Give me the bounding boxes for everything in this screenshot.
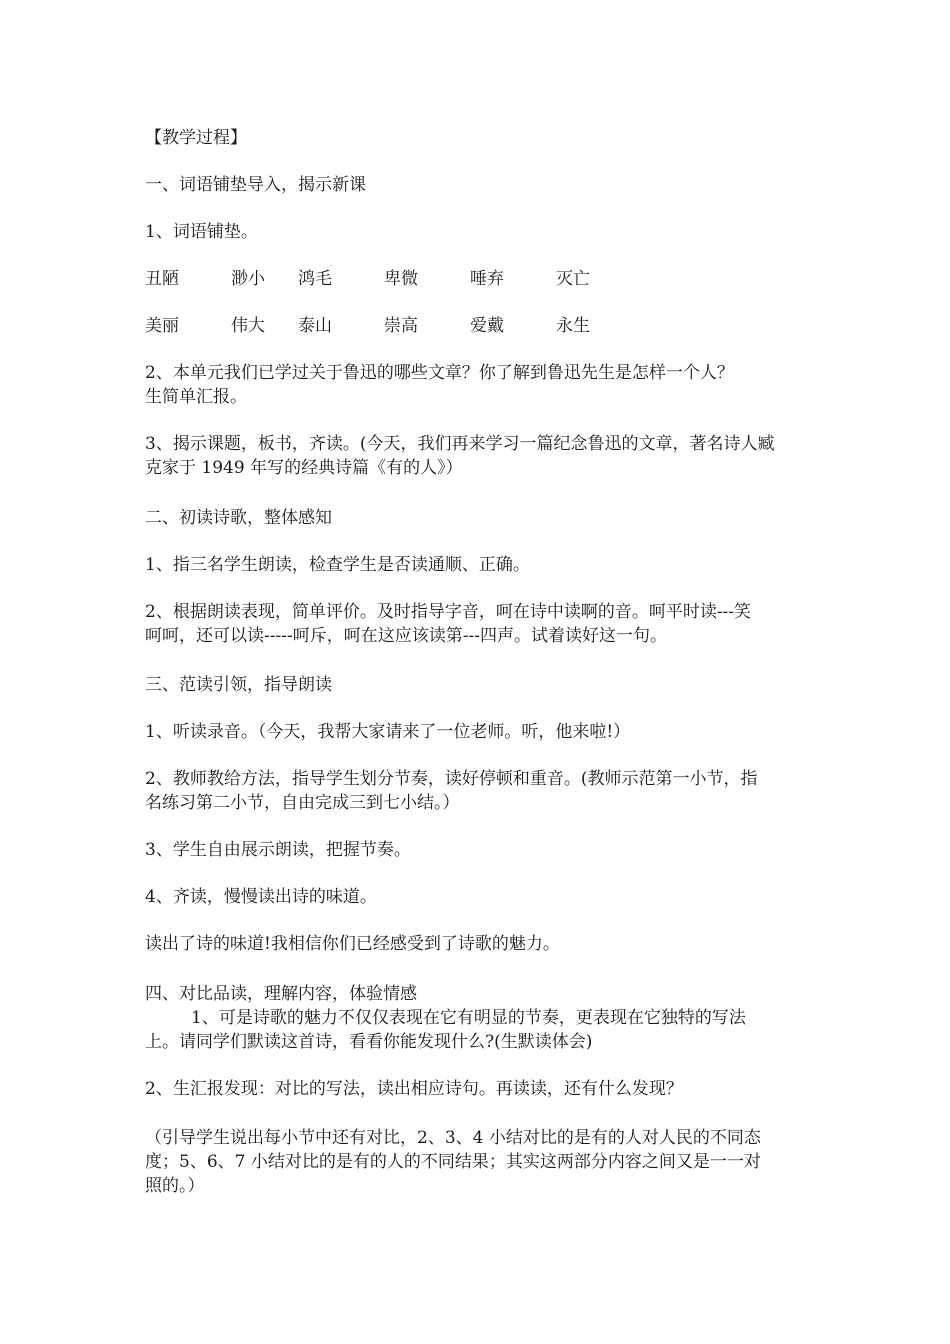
word: 美丽 xyxy=(145,316,179,336)
section4-guide-line1: （引导学生说出每小节中还有对比，2、3、4 小结对比的是有的人对人民的不同态 xyxy=(145,1128,761,1148)
section3-item1: 1、听读录音。（今天，我帮大家请来了一位老师。听，他来啦!） xyxy=(145,722,631,742)
word: 卑微 xyxy=(384,269,418,289)
section4-item1-line2: 上。请同学们默读这首诗，看看你能发现什么?(生默读体会) xyxy=(145,1032,593,1052)
section1-item3-line2: 克家于 1949 年写的经典诗篇《有的人》） xyxy=(145,458,463,478)
section1-item2-line2: 生简单汇报。 xyxy=(145,387,247,407)
word-row-1 xyxy=(145,267,813,291)
section1-item1: 1、词语铺垫。 xyxy=(145,222,258,242)
section4-guide-line3: 照的。） xyxy=(145,1176,205,1196)
section1-item3-line1: 3、揭示课题，板书，齐读。(今天，我们再来学习一篇纪念鲁迅的文章，著名诗人臧 xyxy=(145,434,775,454)
word: 崇高 xyxy=(384,316,418,336)
section3-title: 三、范读引领，指导朗读 xyxy=(145,675,332,695)
section2-item2-line2: 呵呵，还可以读-----呵斥，呵在这应该读第---四声。试着读好这一句。 xyxy=(145,626,667,646)
section1-item2-line1: 2、本单元我们已学过关于鲁迅的哪些文章？你了解到鲁迅先生是怎样一个人？ xyxy=(145,363,734,383)
section2-title: 二、初读诗歌，整体感知 xyxy=(145,508,332,528)
word: 泰山 xyxy=(298,316,332,336)
word: 永生 xyxy=(556,316,590,336)
section4-guide-line2: 度；5、6、7 小结对比的是有的人的不同结果；其实这两部分内容之间又是一一对 xyxy=(145,1152,761,1172)
section2-item1: 1、指三名学生朗读，检查学生是否读通顺、正确。 xyxy=(145,555,530,575)
section3-item3: 3、学生自由展示朗读，把握节奏。 xyxy=(145,840,411,860)
section3-item4: 4、齐读，慢慢读出诗的味道。 xyxy=(145,887,377,907)
section2-item2-line1: 2、根据朗读表现，简单评价。及时指导字音，呵在诗中读啊的音。呵平时读---笑 xyxy=(145,602,752,622)
lesson-process-heading: 【教学过程】 xyxy=(145,128,247,148)
word: 伟大 xyxy=(231,316,265,336)
word: 唾弃 xyxy=(470,269,504,289)
word: 灭亡 xyxy=(556,269,590,289)
word: 爱戴 xyxy=(470,316,504,336)
section3-note: 读出了诗的味道!我相信你们已经感受到了诗歌的魅力。 xyxy=(145,934,560,954)
section4-item1-line1: 1、可是诗歌的魅力不仅仅表现在它有明显的节奏，更表现在它独特的写法 xyxy=(191,1008,746,1028)
section4-title: 四、对比品读，理解内容，体验情感 xyxy=(145,984,417,1004)
word: 鸿毛 xyxy=(298,269,332,289)
word: 丑陋 xyxy=(145,269,179,289)
section4-item2: 2、生汇报发现：对比的写法，读出相应诗句。再读读，还有什么发现？ xyxy=(145,1079,683,1099)
word: 渺小 xyxy=(231,269,265,289)
section3-item2-line2: 名练习第二小节，自由完成三到七小结。） xyxy=(145,793,460,813)
section3-item2-line1: 2、教师教给方法，指导学生划分节奏，读好停顿和重音。(教师示范第一小节，指 xyxy=(145,769,758,789)
word-row-2 xyxy=(145,314,813,338)
section1-title: 一、词语铺垫导入，揭示新课 xyxy=(145,175,366,195)
